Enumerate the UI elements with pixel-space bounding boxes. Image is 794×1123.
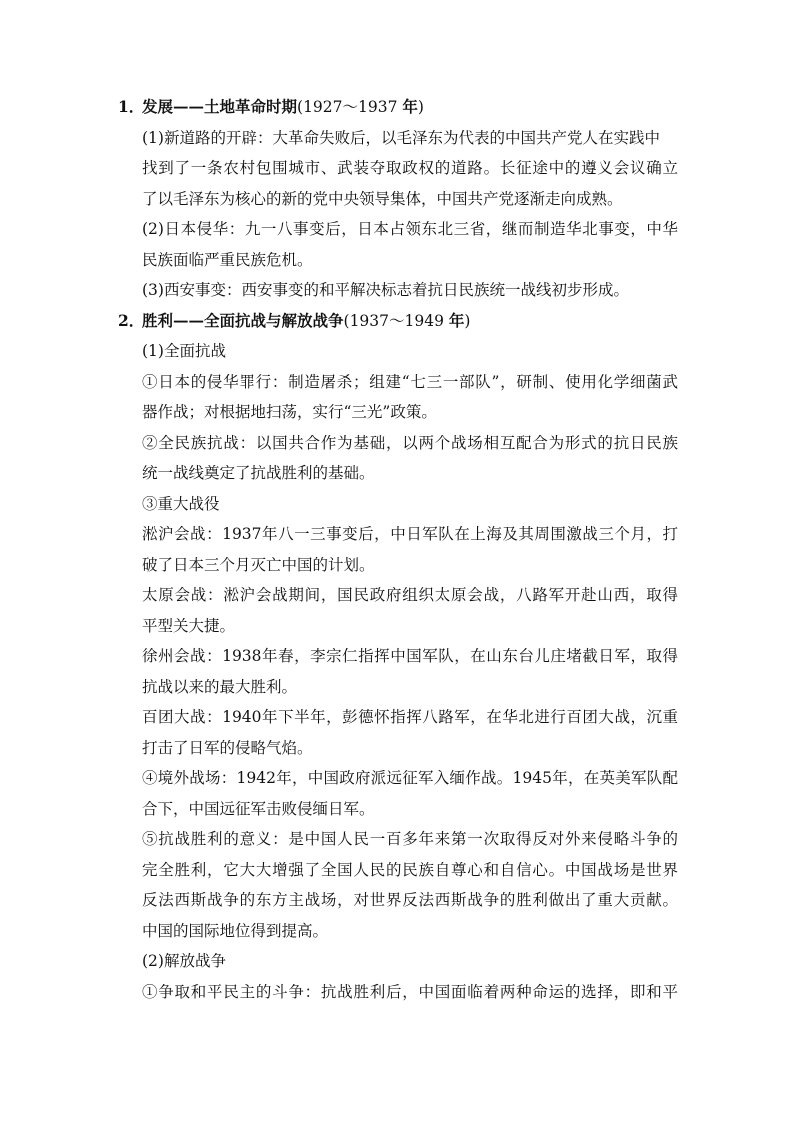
paragraph-line: 淞沪会战：1937年八一三事变后，中日军队在上海及其周围激战三个月，打	[142, 525, 678, 543]
paragraph-line: 破了日本三个月灭亡中国的计划。	[142, 555, 375, 574]
section-2-heading	[118, 306, 678, 337]
paragraph-line: 百团大战：1940年下半年，彭德怀指挥八路军，在华北进行百团大战，沉重	[142, 708, 678, 726]
document-body	[118, 92, 678, 1007]
paragraph-line: 统一战线奠定了抗战胜利的基础。	[142, 464, 375, 482]
subheading-line: ③重大战役	[142, 494, 220, 513]
paragraph-line: 器作战；对根据地扫荡，实行“三光”政策。	[142, 403, 437, 421]
paragraph-line: ①争取和平民主的斗争：抗战胜利后，中国面临着两种命运的选择，即和平	[142, 982, 678, 1001]
paragraph-line: 完全胜利，它大大增强了全国人民的民族自尊心和自信心。中国战场是世界	[142, 860, 678, 879]
paragraph-line: 民族面临严重民族危机。	[142, 250, 313, 269]
paragraph-line: 找到了一条农村包围城市、武装夺取政权的道路。长征途中的遵义会议确立	[142, 159, 678, 177]
paragraph-line: 太原会战：淞沪会战期间，国民政府组织太原会战，八路军开赴山西，取得	[142, 586, 678, 604]
paragraph-line: (3)西安事变：西安事变的和平解决标志着抗日民族统一战线初步形成。	[142, 281, 629, 299]
paragraph-line: ①日本的侵华罪行：制造屠杀；组建“七三一部队”，研制、使用化学细菌武	[142, 372, 678, 391]
section-1-period-close: )	[417, 98, 424, 116]
paragraph-line: 反法西斯战争的东方主战场，对世界反法西斯战争的胜利做出了重大贡献。	[142, 891, 678, 909]
section-1-title: 发展——土地革命时期	[142, 97, 298, 116]
paragraph-line: 抗战以来的最大胜利。	[142, 677, 298, 696]
paragraph-line: 中国的国际地位得到提高。	[142, 921, 329, 940]
paragraph-line: 打击了日军的侵略气焰。	[142, 738, 313, 757]
paragraph-line: 徐州会战：1938年春，李宗仁指挥中国军队，在山东台儿庄堵截日军，取得	[142, 647, 678, 665]
paragraph-line: (1)新道路的开辟：大革命失败后，以毛泽东为代表的中国共产党人在实践中	[142, 128, 660, 147]
subheading-line: (1)全面抗战	[142, 342, 226, 360]
paragraph-line: ②全民族抗战：以国共合作为基础，以两个战场相互配合为形式的抗日民族	[142, 433, 678, 452]
section-2-period-close: )	[464, 311, 471, 330]
section-1-heading	[118, 92, 678, 123]
section-1-period-open: (1927～1937	[297, 98, 403, 116]
paragraph-line: 了以毛泽东为核心的新的党中央领导集体，中国共产党逐渐走向成熟。	[142, 189, 623, 208]
subheading-line: (2)解放战争	[142, 952, 226, 970]
paragraph-line: ④境外战场：1942年，中国政府派远征军入缅作战。1945年，在英美军队配	[142, 769, 678, 787]
section-2-title: 胜利——全面抗战与解放战争	[142, 310, 344, 330]
section-1-period-year: 年	[402, 97, 418, 116]
section-1-number: 1．	[118, 97, 145, 116]
paragraph-line: 平型关大捷。	[142, 616, 236, 635]
section-2-period-year: 年	[448, 310, 465, 330]
section-2-number: 2．	[118, 310, 145, 330]
paragraph-line: (2)日本侵华：九一八事变后，日本占领东北三省，继而制造华北事变，中华	[142, 220, 678, 238]
section-2-period-open: (1937～1949	[343, 311, 449, 330]
paragraph-line: ⑤抗战胜利的意义：是中国人民一百多年来第一次取得反对外来侵略斗争的	[142, 830, 678, 848]
paragraph-line: 合下，中国远征军击败侵缅日军。	[142, 799, 375, 818]
